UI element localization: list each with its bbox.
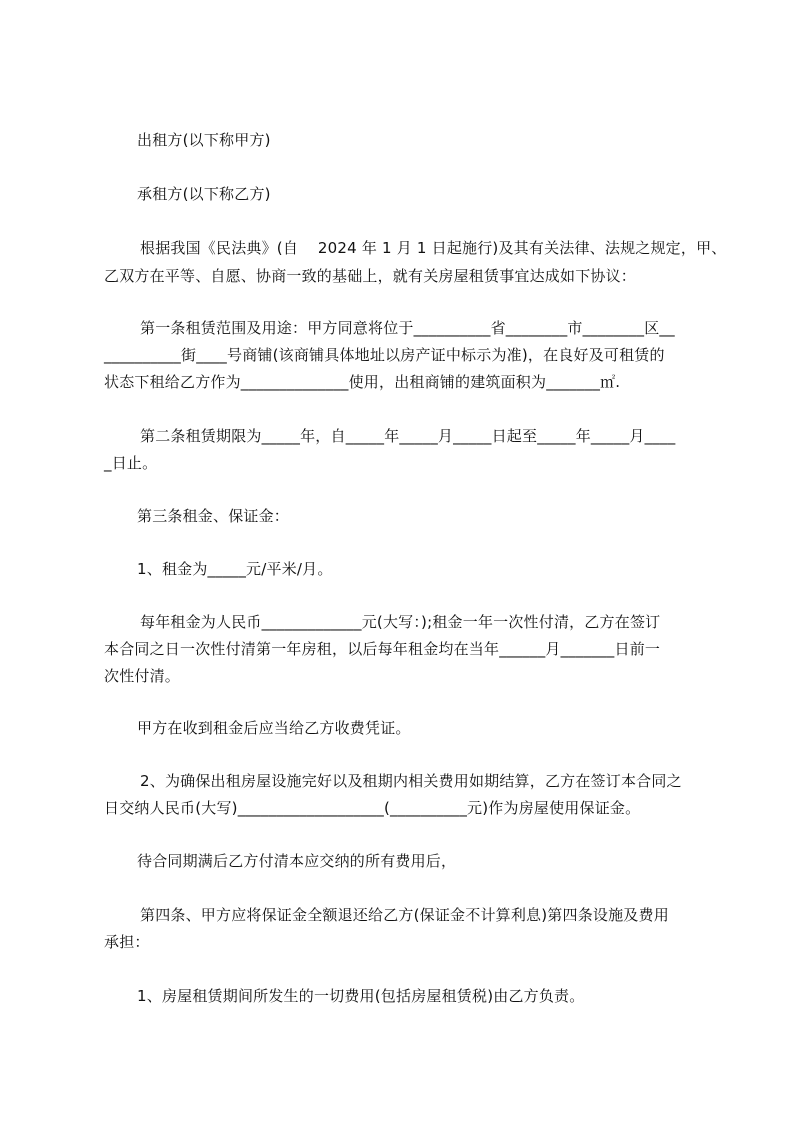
annual-rent-line-2: 本合同之日一次性付清第一年房租，以后每年租金均在当年______月_______日前一 [104,640,661,658]
article-3-heading: 第三条租金、保证金： [137,507,290,525]
deposit-line-1: 2、为确保出租房屋设施完好以及租期内相关费用如期结算，乙方在签订本合同之 [140,772,682,790]
article-1-line-1: 第一条租赁范围及用途：甲方同意将位于__________省________市________区__ [140,319,675,337]
costs-line: 1、房屋租赁期间所发生的一切费用(包括房屋租赁税)由乙方负责。 [137,987,585,1005]
annual-rent-line-3: 次性付清。 [104,667,181,685]
rent-rate-line: 1、租金为_____元/平米/月。 [137,560,333,578]
deposit-line-2: 日交纳人民币(大写)___________________(__________元)作为房屋使用保证金。 [104,799,641,817]
annual-rent-line-1: 每年租金为人民币_____________元(大写：);租金一年一次性付清，乙方在签订 [140,613,661,631]
article-4-line-1: 第四条、甲方应将保证金全额退还给乙方(保证金不计算利息)第四条设施及费用 [140,906,669,924]
contract-expiry-line: 待合同期满后乙方付清本应交纳的所有费用后， [137,852,457,870]
preamble-line-1: 根据我国《民法典》(自 2024 年 1 月 1 日起施行)及其有关法律、法规之规定，甲、 [140,239,727,257]
article-1-line-3: 状态下租给乙方作为______________使用，出租商铺的建筑面积为_______㎡. [104,373,621,391]
article-1-line-2: __________街____号商铺(该商铺具体地址以房产证中标示为准)，在良好及可租赁的 [104,346,665,364]
party-b-line: 承租方(以下称乙方) [137,185,271,203]
party-a-line: 出租方(以下称甲方) [137,131,271,149]
preamble-line-2: 乙双方在平等、自愿、协商一致的基础上，就有关房屋租赁事宜达成如下协议： [104,267,637,285]
receipt-line: 甲方在收到租金后应当给乙方收费凭证。 [137,719,411,737]
article-2-line-2: _日止。 [104,454,158,472]
article-2-line-1: 第二条租赁期限为_____年，自_____年_____月_____日起至_____年_____月____ [140,427,676,445]
article-4-line-2: 承担： [104,933,150,951]
